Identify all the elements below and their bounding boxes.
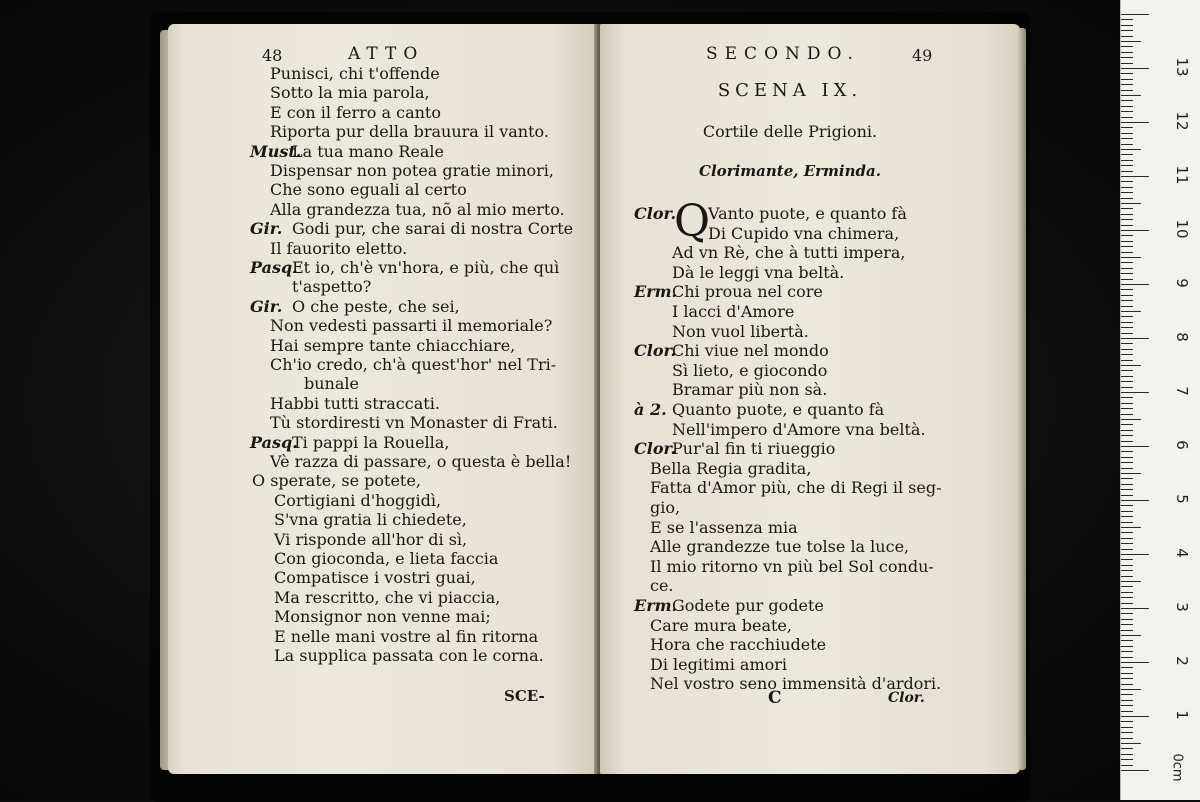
- verse-line: Cortigiani d'hoggidì,: [274, 490, 442, 510]
- ruler-tick: [1121, 424, 1133, 425]
- verse-line: Riporta pur della brauura il vanto.: [270, 122, 549, 142]
- verse-line: Fatta d'Amor più, che di Regi il seg-: [650, 478, 942, 498]
- verse-line: Alla grandezza tua, nõ al mio merto.: [270, 199, 565, 219]
- verse-line: Con gioconda, e lieta faccia: [274, 549, 499, 568]
- ruler-tick: [1121, 721, 1133, 722]
- verse-line: Non vedesti passarti il memoriale?: [270, 316, 553, 336]
- ruler-tick: [1121, 576, 1133, 577]
- ruler-tick: [1121, 376, 1133, 377]
- ruler-tick: [1121, 662, 1149, 663]
- ruler-tick: [1121, 689, 1141, 690]
- ruler-tick: [1121, 738, 1133, 739]
- ruler-tick: [1121, 592, 1133, 593]
- verse-line: I lacci d'Amore: [672, 302, 795, 321]
- ruler-number: 5: [1173, 494, 1191, 504]
- speaker-label: Erm.: [634, 596, 678, 615]
- ruler-tick: [1121, 68, 1149, 69]
- verse-line: Che sono eguali al certo: [270, 180, 467, 200]
- ruler-tick: [1121, 549, 1133, 550]
- ruler-unit: 0cm: [1169, 753, 1185, 782]
- speaker-label: Erm.: [634, 282, 678, 302]
- ruler-tick: [1121, 532, 1133, 533]
- ruler-tick: [1121, 727, 1133, 728]
- ruler-tick: [1121, 624, 1133, 625]
- ruler-tick: [1121, 381, 1133, 382]
- ruler-tick: [1121, 646, 1133, 647]
- ruler-number: 8: [1173, 332, 1191, 342]
- verse-line: Non vuol libertà.: [672, 321, 809, 341]
- verse-line: Ti pappi la Rouella,: [292, 432, 450, 452]
- ruler-tick: [1121, 770, 1149, 771]
- ruler-tick: [1121, 144, 1133, 145]
- verse-line: gio,: [650, 498, 681, 517]
- ruler-tick: [1121, 495, 1133, 496]
- ruler-tick: [1121, 597, 1133, 598]
- ruler-tick: [1121, 360, 1133, 361]
- ruler-tick: [1121, 257, 1141, 258]
- verse-line: Alle grandezze tue tolse la luce,: [650, 537, 910, 557]
- verse-line: Vanto puote, e quanto fà: [708, 204, 907, 223]
- ruler-tick: [1121, 84, 1133, 85]
- ruler-number: 9: [1173, 278, 1191, 288]
- speaker-label: Pasq.: [250, 432, 298, 452]
- ruler-tick: [1121, 46, 1133, 47]
- verse-line: bunale: [304, 374, 359, 394]
- ruler-tick: [1121, 122, 1149, 123]
- verse-line: Quanto puote, e quanto fà: [672, 400, 885, 419]
- ruler-tick: [1121, 414, 1133, 415]
- ruler-tick: [1121, 468, 1133, 469]
- verse-line: Chi viue nel mondo: [672, 341, 829, 361]
- ruler-tick: [1121, 73, 1133, 74]
- verse-line: E se l'assenza mia: [650, 517, 798, 537]
- right-catchword: Clor.: [888, 690, 925, 706]
- ruler-tick: [1121, 457, 1133, 458]
- ruler-tick: [1121, 581, 1141, 582]
- ruler-tick: [1121, 657, 1133, 658]
- verse-line: ce.: [650, 576, 674, 596]
- ruler-tick: [1121, 608, 1149, 609]
- ruler-tick: [1121, 603, 1133, 604]
- ruler-tick: [1121, 435, 1133, 436]
- ruler-tick: [1121, 349, 1133, 350]
- ruler-tick: [1121, 748, 1133, 749]
- ruler-tick: [1121, 570, 1133, 571]
- left-page-number: 48: [262, 46, 283, 65]
- ruler-tick: [1121, 214, 1133, 215]
- ruler-tick: [1121, 127, 1133, 128]
- ruler-tick: [1121, 171, 1133, 172]
- ruler-tick: [1121, 489, 1133, 490]
- ruler-tick: [1121, 387, 1133, 388]
- ruler-tick: [1121, 246, 1133, 247]
- verse-line: Di legitimi amori: [650, 654, 788, 674]
- right-page-number: 49: [912, 46, 933, 65]
- ruler-tick: [1121, 478, 1133, 479]
- ruler-tick: [1121, 279, 1133, 280]
- verse-line: Dà le leggi vna beltà.: [672, 262, 845, 282]
- ruler-tick: [1121, 52, 1133, 53]
- verse-line: Pur'al fin ti riueggio: [672, 439, 836, 459]
- right-page: [600, 24, 1020, 774]
- ruler-tick: [1121, 338, 1149, 339]
- speaker-label: Clor.: [634, 204, 677, 223]
- speaker-label: Clor.: [634, 439, 677, 459]
- ruler-tick: [1121, 311, 1141, 312]
- ruler-tick: [1121, 165, 1133, 166]
- verse-line: t'aspetto?: [292, 277, 372, 297]
- ruler-tick: [1121, 559, 1133, 560]
- ruler-tick: [1121, 235, 1133, 236]
- ruler-tick: [1121, 225, 1133, 226]
- ruler-number: 11: [1173, 165, 1191, 185]
- ruler-tick: [1121, 473, 1141, 474]
- ruler-tick: [1121, 700, 1133, 701]
- ruler-number: 6: [1173, 440, 1191, 450]
- ruler-tick: [1121, 441, 1133, 442]
- ruler-tick: [1121, 651, 1133, 652]
- ruler-tick: [1121, 678, 1133, 679]
- ruler-tick: [1121, 500, 1149, 501]
- verse-line: Vi risponde all'hor di sì,: [274, 529, 468, 549]
- ruler-tick: [1121, 63, 1133, 64]
- ruler-tick: [1121, 19, 1133, 20]
- right-page-edges: [1018, 28, 1026, 770]
- ruler-tick: [1121, 273, 1133, 274]
- ruler-number: 4: [1173, 548, 1191, 558]
- ruler-tick: [1121, 95, 1141, 96]
- ruler-tick: [1121, 403, 1133, 404]
- ruler-tick: [1121, 630, 1133, 631]
- ruler-tick: [1121, 149, 1141, 150]
- ruler-tick: [1121, 14, 1149, 15]
- verse-line: Hora che racchiudete: [650, 635, 827, 655]
- ruler-tick: [1121, 262, 1133, 263]
- verse-line: E nelle mani vostre al fin ritorna: [274, 626, 539, 646]
- ruler-tick: [1121, 100, 1133, 101]
- ruler-tick: [1121, 613, 1133, 614]
- ruler-tick: [1121, 343, 1133, 344]
- ruler-tick: [1121, 397, 1133, 398]
- verse-line: Il mio ritorno vn più bel Sol condu-: [650, 556, 934, 576]
- ruler-tick: [1121, 759, 1133, 760]
- verse-line: Punisci, chi t'offende: [270, 64, 440, 83]
- ruler-tick: [1121, 117, 1133, 118]
- ruler-tick: [1121, 252, 1133, 253]
- ruler-tick: [1121, 284, 1149, 285]
- verse-line: Ch'io credo, ch'à quest'hor' nel Tri-: [270, 355, 557, 374]
- ruler-tick: [1121, 219, 1133, 220]
- ruler-number: 10: [1173, 219, 1191, 239]
- signature-mark: C: [768, 688, 782, 708]
- ruler-tick: [1121, 765, 1133, 766]
- ruler-tick: [1121, 527, 1141, 528]
- ruler-number: 7: [1173, 386, 1191, 396]
- ruler-tick: [1121, 160, 1133, 161]
- speaker-label: Must.: [250, 141, 302, 161]
- ruler-tick: [1121, 316, 1133, 317]
- left-catchword: SCE-: [504, 687, 545, 705]
- ruler-tick: [1121, 295, 1133, 296]
- ruler-tick: [1121, 694, 1133, 695]
- ruler-tick: [1121, 57, 1133, 58]
- measuring-ruler: [1120, 0, 1200, 800]
- verse-line: Compatisce i vostri guai,: [274, 568, 476, 588]
- right-running-head: SECONDO.: [706, 44, 860, 64]
- verse-line: Et io, ch'è vn'hora, e più, che quì: [292, 258, 560, 277]
- ruler-tick: [1121, 392, 1149, 393]
- ruler-tick: [1121, 451, 1133, 452]
- drop-cap-letter: Q: [674, 196, 711, 247]
- ruler-tick: [1121, 430, 1133, 431]
- verse-line: E con il ferro a canto: [270, 102, 441, 122]
- ruler-tick: [1121, 192, 1133, 193]
- verse-line: O sperate, se potete,: [252, 471, 421, 491]
- ruler-number: 1: [1173, 710, 1191, 720]
- ruler-tick: [1121, 306, 1133, 307]
- verse-line: Bella Regia gradita,: [650, 458, 812, 478]
- ruler-tick: [1121, 543, 1133, 544]
- ruler-tick: [1121, 522, 1133, 523]
- speaker-label: Pasq.: [250, 258, 298, 277]
- ruler-tick: [1121, 322, 1133, 323]
- ruler-tick: [1121, 684, 1133, 685]
- ruler-tick: [1121, 505, 1133, 506]
- ruler-tick: [1121, 79, 1133, 80]
- ruler-tick: [1121, 370, 1133, 371]
- verse-line: Nell'impero d'Amore vna beltà.: [672, 419, 926, 439]
- verse-line: Godi pur, che sarai di nostra Corte: [292, 219, 574, 239]
- ruler-tick: [1121, 446, 1149, 447]
- ruler-tick: [1121, 241, 1133, 242]
- ruler-tick: [1121, 176, 1149, 177]
- verse-line: Vè razza di passare, o questa è bella!: [270, 452, 572, 471]
- ruler-tick: [1121, 30, 1133, 31]
- ruler-tick: [1121, 484, 1133, 485]
- ruler-number: 13: [1173, 57, 1191, 77]
- ruler-tick: [1121, 111, 1133, 112]
- ruler-tick: [1121, 711, 1133, 712]
- ruler-tick: [1121, 673, 1133, 674]
- ruler-tick: [1121, 565, 1133, 566]
- scene-location: Cortile delle Prigioni.: [702, 122, 878, 141]
- ruler-tick: [1121, 333, 1133, 334]
- verse-line: Tù stordiresti vn Monaster di Frati.: [270, 413, 558, 433]
- ruler-tick: [1121, 154, 1133, 155]
- ruler-tick: [1121, 300, 1133, 301]
- ruler-tick: [1121, 365, 1141, 366]
- ruler-tick: [1121, 635, 1141, 636]
- ruler-tick: [1121, 90, 1133, 91]
- ruler-tick: [1121, 198, 1133, 199]
- ruler-tick: [1121, 511, 1133, 512]
- ruler-tick: [1121, 640, 1133, 641]
- scene-characters: Clorimante, Erminda.: [699, 162, 881, 180]
- ruler-number: 2: [1173, 656, 1191, 666]
- verse-line: Hai sempre tante chiacchiare,: [270, 335, 516, 355]
- ruler-tick: [1121, 732, 1133, 733]
- ruler-tick: [1121, 106, 1133, 107]
- verse-line: Bramar più non sà.: [672, 380, 828, 400]
- ruler-tick: [1121, 716, 1149, 717]
- ruler-tick: [1121, 516, 1133, 517]
- ruler-tick: [1121, 554, 1149, 555]
- ruler-tick: [1121, 419, 1141, 420]
- ruler-tick: [1121, 408, 1133, 409]
- ruler-tick: [1121, 619, 1133, 620]
- verse-line: La tua mano Reale: [292, 141, 444, 161]
- ruler-tick: [1121, 268, 1133, 269]
- scene-title: SCENA IX.: [717, 80, 863, 101]
- left-running-head: ATTO: [348, 44, 425, 64]
- verse-line: Ad vn Rè, che à tutti impera,: [672, 243, 906, 263]
- ruler-tick: [1121, 354, 1133, 355]
- ruler-tick: [1121, 133, 1133, 134]
- verse-line: O che peste, che sei,: [292, 296, 460, 316]
- speaker-label: Gir.: [250, 296, 283, 316]
- ruler-tick: [1121, 743, 1141, 744]
- ruler-tick: [1121, 208, 1133, 209]
- verse-line: Monsignor non venne mai;: [274, 607, 491, 627]
- speaker-label: Gir.: [250, 219, 283, 239]
- ruler-tick: [1121, 586, 1133, 587]
- ruler-tick: [1121, 25, 1133, 26]
- ruler-tick: [1121, 181, 1133, 182]
- verse-line: Care mura beate,: [650, 615, 792, 635]
- ruler-tick: [1121, 667, 1133, 668]
- verse-line: La supplica passata con le corna.: [274, 646, 544, 665]
- ruler-tick: [1121, 230, 1149, 231]
- speaker-label: à 2.: [634, 400, 667, 419]
- ruler-tick: [1121, 705, 1133, 706]
- ruler-tick: [1121, 327, 1133, 328]
- speaker-label: Clor.: [634, 341, 677, 361]
- ruler-tick: [1121, 203, 1141, 204]
- verse-line: Di Cupido vna chimera,: [708, 223, 900, 243]
- ruler-tick: [1121, 36, 1133, 37]
- verse-line: Sotto la mia parola,: [270, 83, 430, 103]
- verse-line: Nel vostro seno immensità d'ardori.: [650, 674, 942, 694]
- verse-line: Ma rescritto, che vi piaccia,: [274, 587, 501, 607]
- verse-line: Il fauorito eletto.: [270, 238, 408, 258]
- verse-line: Godete pur godete: [672, 596, 824, 615]
- ruler-tick: [1121, 462, 1133, 463]
- ruler-number: 3: [1173, 602, 1191, 612]
- ruler-tick: [1121, 289, 1133, 290]
- verse-line: Habbi tutti straccati.: [270, 393, 440, 413]
- verse-line: Chi proua nel core: [672, 282, 823, 302]
- ruler-tick: [1121, 754, 1133, 755]
- verse-line: S'vna gratia li chiedete,: [274, 510, 467, 530]
- verse-line: Sì lieto, e giocondo: [672, 360, 828, 380]
- left-page: [168, 24, 596, 774]
- ruler-tick: [1121, 41, 1141, 42]
- ruler-tick: [1121, 538, 1133, 539]
- ruler-tick: [1121, 187, 1133, 188]
- ruler-tick: [1121, 138, 1133, 139]
- ruler-number: 12: [1173, 111, 1191, 131]
- verse-line: Dispensar non potea gratie minori,: [270, 161, 554, 180]
